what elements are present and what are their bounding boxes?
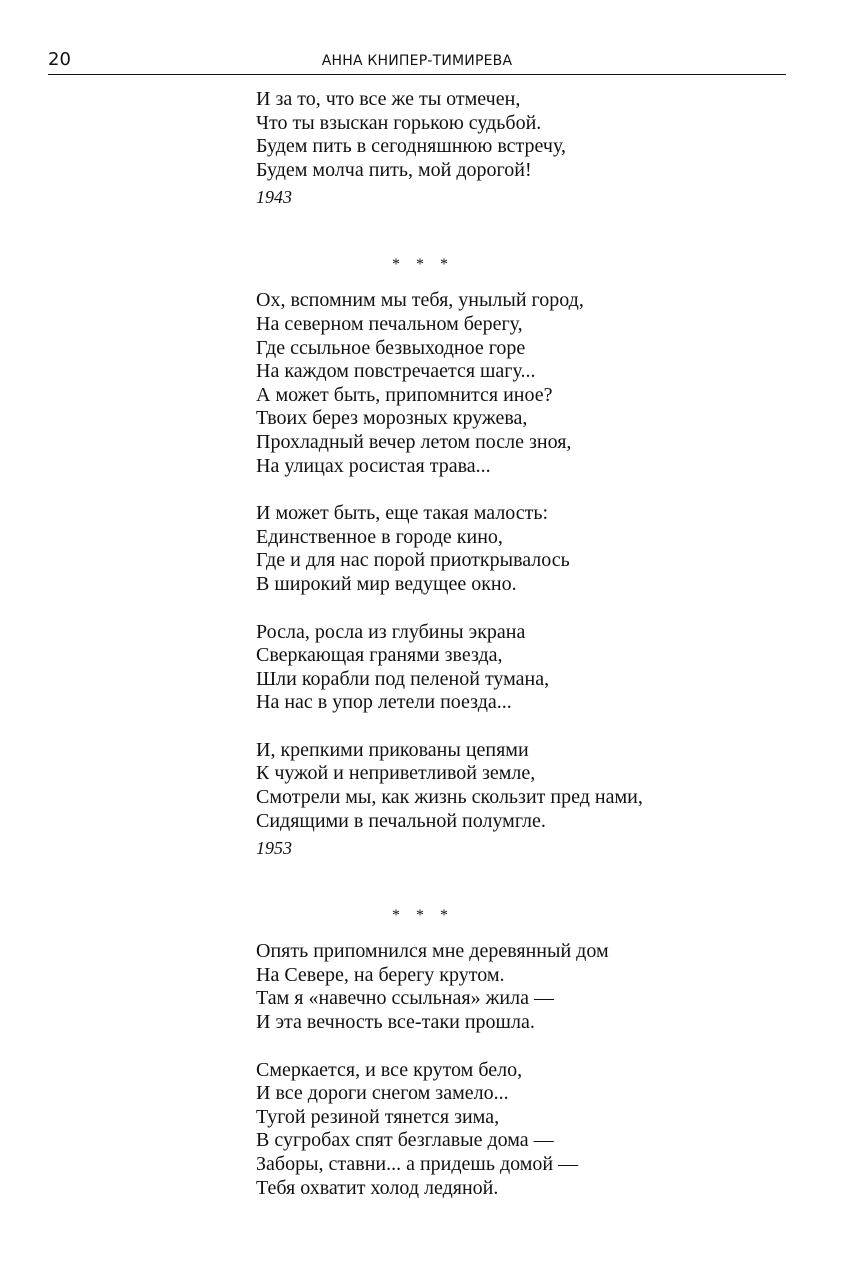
verse-line: Что ты взыскан горькою судьбой. xyxy=(256,111,542,134)
stanza xyxy=(256,940,756,1034)
poem-date: 1953 xyxy=(256,838,292,859)
poem-1 xyxy=(256,88,756,209)
verse-line: Смеркается, и все крутом бело, xyxy=(256,1058,523,1081)
stanza xyxy=(256,289,756,478)
running-head: АННА КНИПЕР-ТИМИРЕВА xyxy=(321,53,513,69)
verse-line: На улицах росистая трава... xyxy=(256,454,491,477)
stanza xyxy=(256,502,756,596)
verse-line: Единственное в городе кино, xyxy=(256,525,503,548)
verse-line: И может быть, еще такая малость: xyxy=(256,502,549,525)
verse-line: Где ссыльное безвыходное горе xyxy=(256,336,526,359)
verse-line: Тебя охватит холод ледяной. xyxy=(256,1176,499,1199)
stanza xyxy=(256,621,756,715)
poem-text xyxy=(256,88,756,1200)
stanza xyxy=(256,88,756,182)
verse-line: Росла, росла из глубины экрана xyxy=(256,620,526,643)
verse-line: В сугробах спят безглавые дома — xyxy=(256,1129,554,1152)
verse-line: И, крепкими прикованы цепями xyxy=(256,738,529,761)
verse-line: И эта вечность все-таки прошла. xyxy=(256,1011,535,1034)
verse-line: Будем пить в сегодняшнюю встречу, xyxy=(256,135,566,158)
stanza xyxy=(256,739,756,833)
page-number: 20 xyxy=(48,49,71,70)
verse-line: Прохладный вечер летом после зноя, xyxy=(256,430,572,453)
poem-3 xyxy=(256,904,756,1200)
verse-line: Опять припомнился мне деревянный дом xyxy=(256,940,609,963)
verse-line: И все дороги снегом замело... xyxy=(256,1082,509,1105)
verse-line: На Севере, на берегу крутом. xyxy=(256,963,505,986)
verse-line: Шли корабли под пеленой тумана, xyxy=(256,667,550,690)
poem-date: 1943 xyxy=(256,187,292,208)
verse-line: На северном печальном берегу, xyxy=(256,312,523,335)
verse-line: Заборы, ставни... а придешь домой — xyxy=(256,1153,579,1175)
section-separator: * * * xyxy=(392,256,454,274)
verse-line: И за то, что все же ты отмечен, xyxy=(256,88,521,110)
verse-line: Твоих берез морозных кружева, xyxy=(256,407,528,430)
page-header xyxy=(48,50,786,75)
verse-line: На каждом повстречается шагу... xyxy=(256,360,536,383)
stanza xyxy=(256,1059,756,1201)
verse-line: К чужой и неприветливой земле, xyxy=(256,762,536,785)
poem-2 xyxy=(256,253,756,860)
verse-line: Где и для нас порой приоткрывалось xyxy=(256,549,570,572)
verse-line: Тугой резиной тянется зима, xyxy=(256,1105,500,1128)
verse-line: Там я «навечно ссыльная» жила — xyxy=(256,987,554,1010)
verse-line: А может быть, припомнится иное? xyxy=(256,383,553,406)
section-separator: * * * xyxy=(392,907,454,925)
verse-line: В широкий мир ведущее окно. xyxy=(256,572,517,595)
verse-line: Сверкающая гранями звезда, xyxy=(256,644,503,667)
verse-line: На нас в упор летели поезда... xyxy=(256,691,512,714)
verse-line: Смотрели мы, как жизнь скользит пред нами, xyxy=(256,786,643,809)
verse-line: Ох, вспомним мы тебя, унылый город, xyxy=(256,289,584,312)
verse-line: Будем молча пить, мой дорогой! xyxy=(256,158,532,181)
verse-line: Сидящими в печальной полумгле. xyxy=(256,809,546,832)
